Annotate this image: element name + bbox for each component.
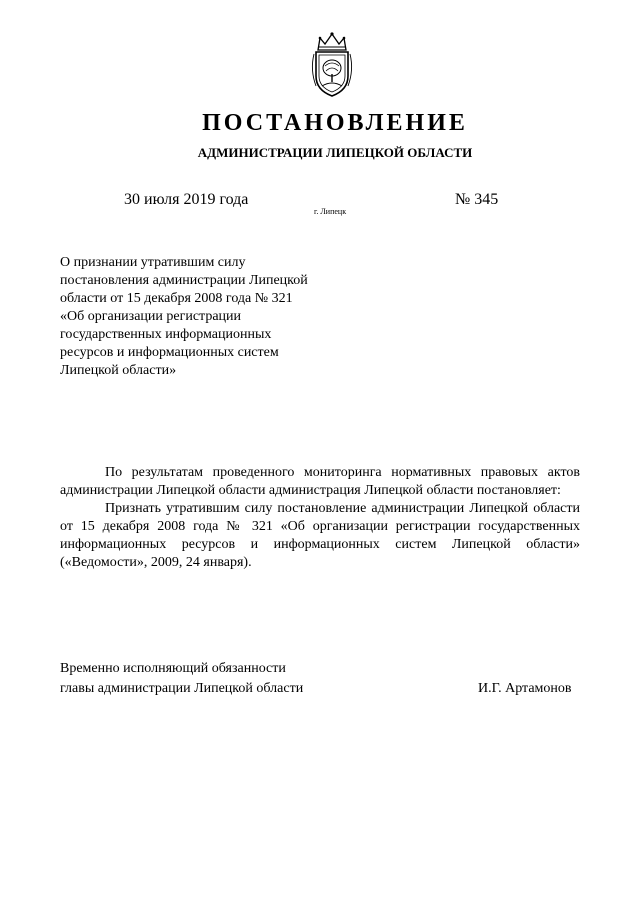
- body-paragraph-2: Признать утратившим силу постановление администрации Липецкой области от 15 декабря 2008 года № 321 «Об организации регистрации государственных информационных ресурсов и информационных систем Липецкой области» («Ведомости», 2009, 24 января).: [60, 501, 580, 570]
- document-title: ПОСТАНОВЛЕНИЕ: [202, 110, 468, 136]
- document-body: [60, 464, 580, 572]
- signature-name: И.Г. Артамонов: [478, 681, 572, 696]
- signature-position: [60, 659, 303, 699]
- document-issuer: АДМИНИСТРАЦИИ ЛИПЕЦКОЙ ОБЛАСТИ: [197, 145, 473, 160]
- document-number: № 345: [455, 191, 499, 208]
- coat-of-arms-emblem: [308, 30, 356, 100]
- signature-position-line-2: главы администрации Липецкой области: [60, 681, 304, 696]
- body-paragraph-1: По результатам проведенного мониторинга нормативных правовых актов администрации Липецкой области администрация Липецкой области постановляет:: [60, 465, 580, 498]
- signature-position-line-1: Временно исполняющий обязанности: [60, 661, 286, 676]
- document-subject: О признании утратившим силу постановления администрации Липецкой области от 15 декабря 2008 года № 321 «Об организации регистрации государственных информационных ресурсов и информационных систем Липецкой области»: [60, 255, 308, 378]
- document-date: 30 июля 2019 года: [124, 191, 249, 208]
- document-city: г. Липецк: [314, 207, 347, 216]
